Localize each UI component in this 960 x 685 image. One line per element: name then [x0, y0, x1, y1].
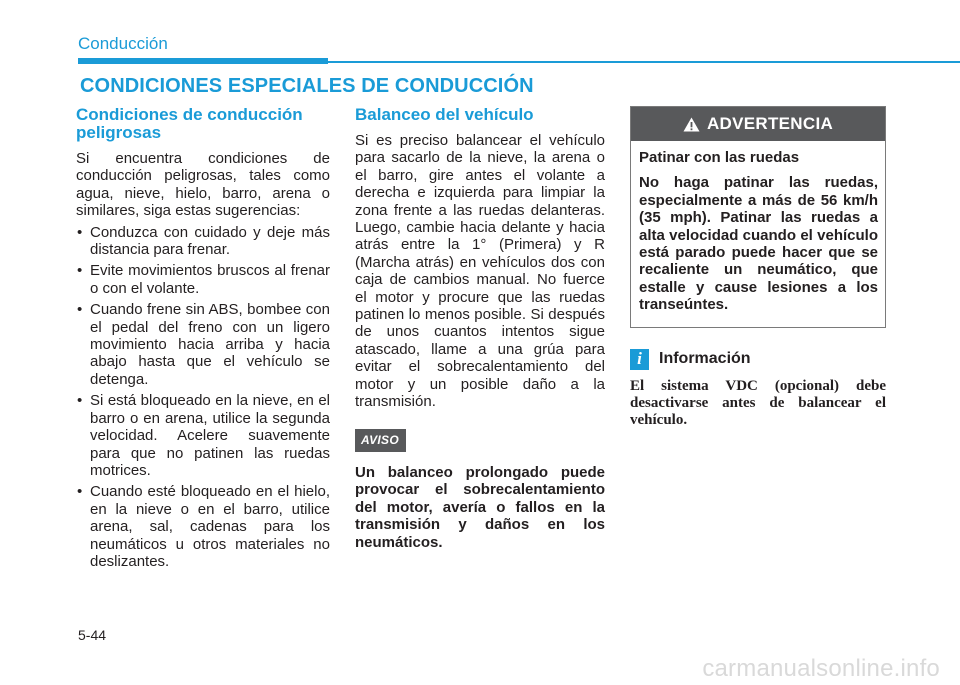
header-rule-thin [328, 61, 960, 63]
warning-subtitle: Patinar con las ruedas [639, 149, 800, 166]
page-title: CONDICIONES ESPECIALES DE CONDUCCIÓN [80, 75, 534, 97]
column-warning-info [630, 106, 886, 429]
suggestions-list [76, 224, 330, 571]
page-number: 5-44 [78, 627, 107, 643]
bullet-icon: • [77, 262, 83, 280]
header-section-title: Conducción [78, 34, 168, 53]
list-item: • Cuando esté bloqueado en el hielo, en la nieve o en el barro, utilice arena, sal, cadenas para los neumáticos u otros materiales no deslizantes. [77, 483, 330, 570]
list-item: • Conduzca con cuidado y deje más distancia para frenar. [77, 223, 330, 259]
info-text: El sistema VDC (opcional) debe desactivarse antes de balancear el vehículo. [630, 377, 886, 428]
rocking-vehicle-body: Si es preciso balancear el vehículo para sacarlo de la nieve, la arena o el barro, gire antes el volante a derecha e izquierda para limpiar la zona frente a las ruedas delanteras. Luego, cambie hacia delante y hacia atrás entre la 1° (Primera) y R (Marcha atrás) en vehículos dos con caja de cambios manual. No fuerce el motor y procure que las ruedas patinen lo menos posible. Si después de unos cuantos intentos sigue atascado, llame a una grúa para evitar el sobrecalentamiento del motor y un posible daño a la transmisión. [355, 132, 605, 411]
dangerous-conditions-intro: Si encuentra condiciones de conducción peligrosas, tales como agua, nieve, hielo, barro, arena o similares, siga estas sugerencias: [76, 150, 330, 220]
bullet-icon: • [77, 392, 83, 410]
list-item: • Evite movimientos bruscos al frenar o con el volante. [77, 262, 330, 297]
dangerous-conditions-heading: Condiciones de conducción peligrosas [76, 105, 303, 142]
header-rule-thick [78, 58, 328, 64]
list-item: • Cuando frene sin ABS, bombee con el pedal del freno con un ligero movimiento hacia arriba y hacia abajo hasta que el vehículo se detenga. [77, 301, 330, 388]
warning-triangle-icon [683, 117, 700, 132]
watermark: carmanualsonline.info [702, 655, 940, 682]
warning-box [630, 106, 886, 328]
warning-text: No haga patinar las ruedas, especialmente a más de 56 km/h (35 mph). Patinar las ruedas a alta velocidad cuando el vehículo está parado puede hacer que se recaliente un neumático, que estalle y cause lesiones a los transeúntes. [639, 174, 878, 314]
bullet-icon: • [77, 301, 83, 319]
notice-badge: AVISO [355, 429, 406, 452]
warning-body [631, 141, 885, 327]
warning-label: ADVERTENCIA [706, 114, 834, 134]
info-header [630, 349, 886, 370]
rocking-vehicle-heading: Balanceo del vehículo [355, 105, 534, 124]
notice-text: Un balanceo prolongado puede provocar el sobrecalentamiento del motor, avería o fallos en la transmisión y daños en los neumáticos. [355, 463, 605, 551]
warning-header [631, 107, 885, 141]
info-title: Información [659, 350, 751, 368]
column-dangerous-conditions [76, 106, 330, 574]
list-item: • Si está bloqueado en la nieve, en el barro o en arena, utilice la segunda velocidad. Acelere suavemente para que no patinen las ruedas motrices. [77, 392, 330, 479]
info-icon: i [630, 349, 649, 370]
column-rocking-vehicle [355, 106, 605, 551]
bullet-icon: • [77, 223, 83, 241]
bullet-icon: • [77, 483, 83, 501]
